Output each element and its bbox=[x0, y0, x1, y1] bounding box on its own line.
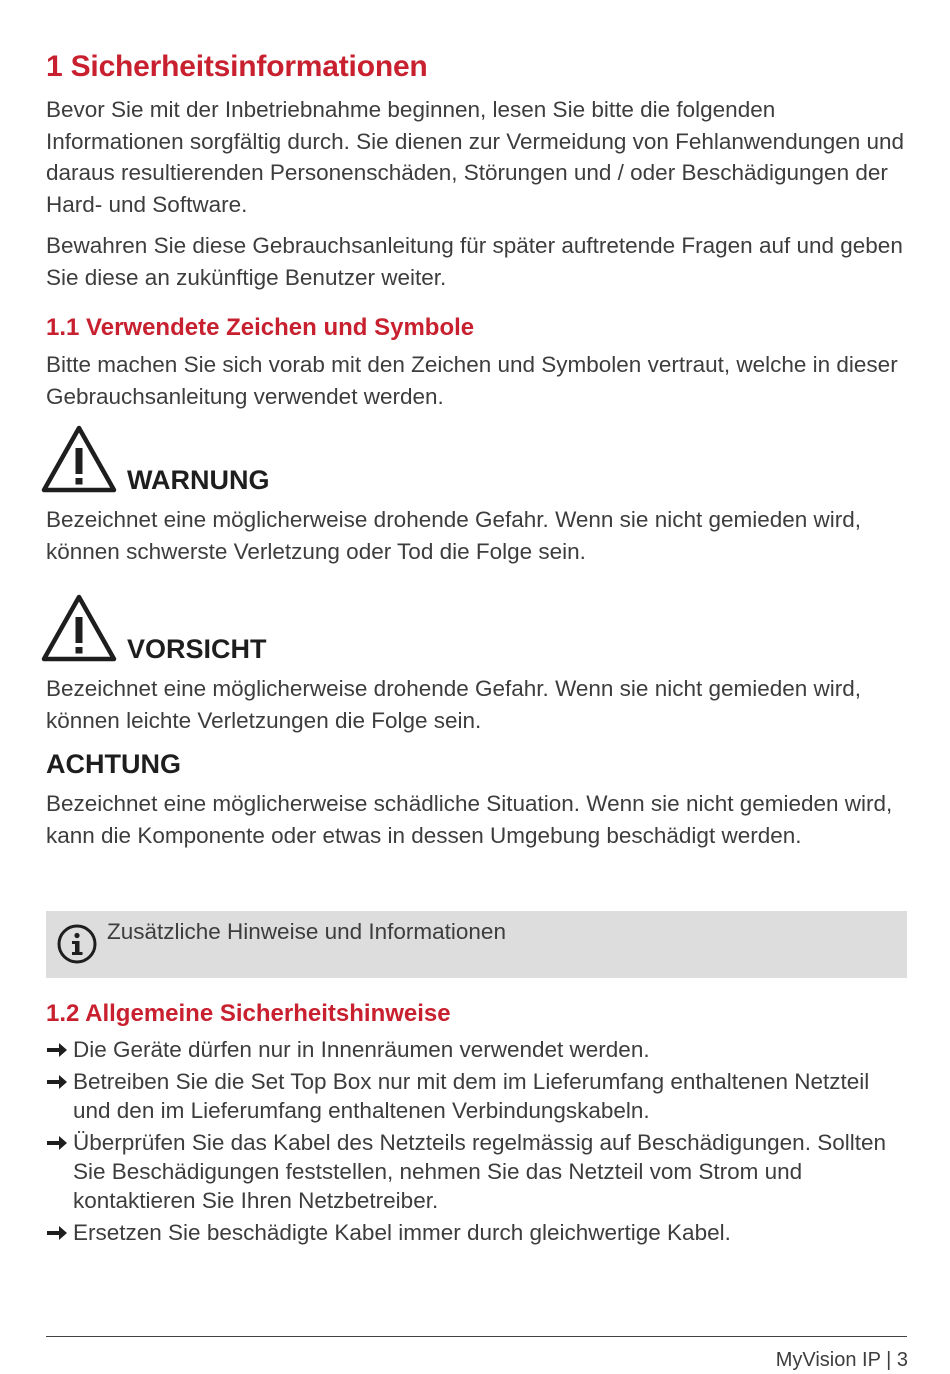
arrow-right-icon bbox=[46, 1041, 68, 1059]
storage-paragraph: Bewahren Sie diese Gebrauchsanleitung für später auftretende Fragen auf und geben Sie diese an zukünftige Benutzer weiter. bbox=[46, 233, 903, 290]
warning-description: Bezeichnet eine möglicherweise drohende Gefahr. Wenn sie nicht gemieden wird, können schwerste Verletzung oder Tod die Folge sein. bbox=[46, 507, 862, 564]
list-item-text: Ersetzen Sie beschädigte Kabel immer durch gleichwertige Kabel. bbox=[73, 1220, 731, 1245]
caution-label: VORSICHT bbox=[127, 634, 267, 664]
caution-description: Bezeichnet eine möglicherweise drohende Gefahr. Wenn sie nicht gemieden wird, können leichte Verletzungen die Folge sein. bbox=[46, 676, 862, 733]
caution-triangle-icon bbox=[40, 593, 118, 663]
subsection-title-general: 1.2 Allgemeine Sicherheitshinweise bbox=[46, 1000, 451, 1027]
list-item-text: Betreiben Sie die Set Top Box nur mit dem im Lieferumfang enthaltenen Netzteil und den im Lieferumfang enthaltenen Verbindungskabeln. bbox=[73, 1069, 870, 1123]
page-footer: MyVision IP | 3 bbox=[775, 1349, 908, 1371]
section-title: 1 Sicherheitsinformationen bbox=[46, 50, 428, 83]
list-item-text: Überprüfen Sie das Kabel des Netzteils regelmässig auf Beschädigungen. Sollten Sie Beschädigungen feststellen, nehmen Sie das Netzteil vom Strom und kontaktieren Sie Ihren Netzbetreiber. bbox=[73, 1130, 886, 1213]
arrow-right-icon bbox=[46, 1134, 68, 1152]
note-box bbox=[46, 911, 907, 978]
footer-divider bbox=[46, 1336, 907, 1337]
note-text: Zusätzliche Hinweise und Informationen bbox=[107, 919, 506, 944]
list-item-text: Die Geräte dürfen nur in Innenräumen verwendet werden. bbox=[73, 1037, 650, 1062]
attention-label: ACHTUNG bbox=[46, 749, 181, 779]
intro-paragraph: Bevor Sie mit der Inbetriebnahme beginnen, lesen Sie bitte die folgenden Informationen sorgfältig durch. Sie dienen zur Vermeidung von Fehlanwendungen und daraus resultierenden Personenschäden, Störungen und / oder Beschädigungen der Hard- und Software. bbox=[46, 97, 905, 217]
warning-triangle-icon bbox=[40, 424, 118, 494]
symbols-intro-paragraph: Bitte machen Sie sich vorab mit den Zeichen und Symbolen vertraut, welche in dieser Gebrauchsanleitung verwendet werden. bbox=[46, 352, 898, 409]
warning-label: WARNUNG bbox=[127, 465, 270, 495]
attention-description: Bezeichnet eine möglicherweise schädliche Situation. Wenn sie nicht gemieden wird, kann die Komponente oder etwas in dessen Umgebung beschädigt werden. bbox=[46, 791, 893, 848]
arrow-right-icon bbox=[46, 1224, 68, 1242]
arrow-right-icon bbox=[46, 1073, 68, 1091]
info-icon bbox=[56, 923, 98, 965]
subsection-title-symbols: 1.1 Verwendete Zeichen und Symbole bbox=[46, 314, 475, 341]
